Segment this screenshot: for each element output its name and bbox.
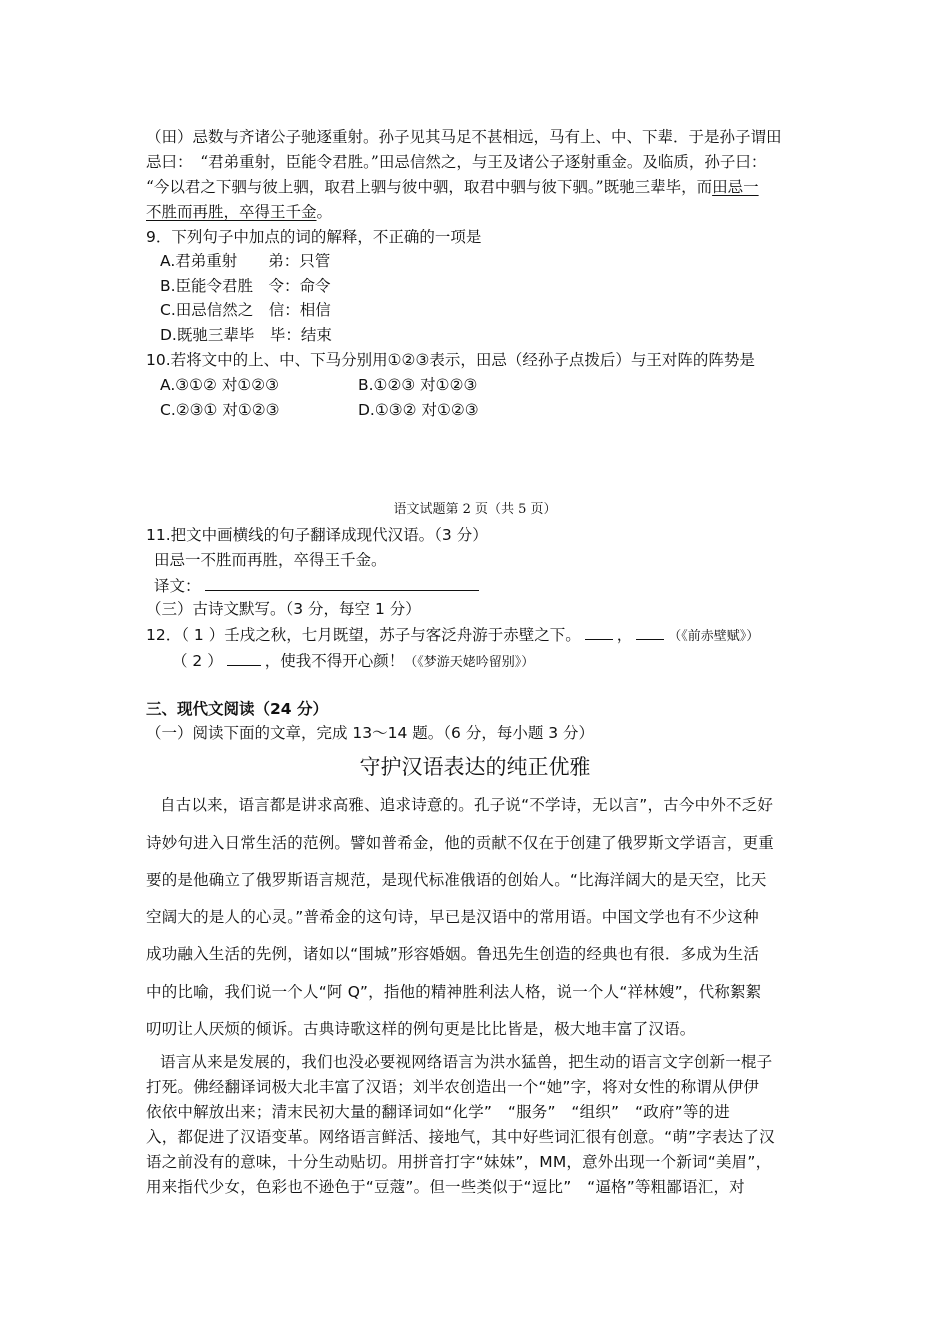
article-p2-line: 用来指代少女，色彩也不逊色于“豆蔻”。但一些类似于“逗比” “逼格”等粗鄙语汇，对 <box>146 1178 745 1196</box>
q12-1-text: 12．（ 1 ）壬戌之秋，七月既望，苏子与客泛舟游于赤壁之下。 <box>146 626 581 644</box>
q9-option-c: C.田忌信然之 信：相信 <box>160 301 331 319</box>
underlined-sentence-end: 不胜而再胜，卒得王千金 <box>146 203 317 221</box>
page-footer: 语文试题第 2 页（共 5 页） <box>393 502 557 517</box>
article-p1-line: 要的是他确立了俄罗斯语言规范，是现代标准俄语的创始人。“比海洋阔大的是天空，比天 <box>146 871 767 889</box>
article-p2-line: 语之前没有的意味，十分生动贴切。用拼音打字“妹妹”，MM，意外出现一个新词“美眉”， <box>146 1153 772 1171</box>
passage-line-4 <box>146 201 332 223</box>
passage-line-2: 忌曰： “君弟重射，臣能令君胜。”田忌信然之，与王及诸公子逐射重金。及临质，孙子曰： <box>146 153 767 171</box>
q12-1-sep: ， <box>616 626 633 644</box>
q12-blank-3[interactable] <box>227 649 261 666</box>
q12-2-source: （《梦游天姥吟留别》） <box>404 655 535 670</box>
q10-option-c: C.②③① 对①②③ <box>160 401 280 419</box>
q12-1-source: （《前赤壁赋》） <box>668 629 760 644</box>
part3-subheading: （一）阅读下面的文章，完成 13～14 题。（6 分，每小题 3 分） <box>146 724 595 742</box>
article-p2-line: 入，都促进了汉语变革。网络语言鲜活、接地气，其中好些词汇很有创意。“萌”字表达了汉 <box>146 1128 775 1146</box>
q9-option-d: D.既驰三辈毕 毕：结束 <box>160 326 332 344</box>
article-p1-line: 自古以来，语言都是讲求高雅、追求诗意的。孔子说“不学诗，无以言”，古今中外不乏好 <box>160 796 774 814</box>
q11-answer-line <box>154 574 483 597</box>
q11-answer-label: 译文： <box>154 577 201 595</box>
q11-answer-blank[interactable] <box>205 574 479 591</box>
q10-stem: 10.若将文中的上、中、下马分别用①②③表示，田忌（经孙子点拨后）与王对阵的阵势是 <box>146 351 755 369</box>
q12-line-2 <box>172 649 534 674</box>
passage-line-3-text: “今以君之下驷与彼上驷，取君上驷与彼中驷，取君中驷与彼下驷。”既驰三辈毕，而 <box>146 178 713 196</box>
article-p1-line: 空阔大的是人的心灵。”普希金的这句诗，早已是汉语中的常用语。中国文学也有不少这种 <box>146 908 759 926</box>
part3-heading: 三、现代文阅读（24 分） <box>146 700 328 718</box>
q9-stem: 9．下列句子中加点的词的解释，不正确的一项是 <box>146 228 482 246</box>
passage-line-3 <box>146 176 759 198</box>
q12-blank-1[interactable] <box>585 623 613 640</box>
q12-2-label: （ 2 ） <box>172 652 223 670</box>
q10-option-b: B.①②③ 对①②③ <box>358 376 478 394</box>
underlined-sentence-start: 田忌一 <box>712 178 759 196</box>
q10-option-a: A.③①② 对①②③ <box>160 376 280 394</box>
q11-sentence: 田忌一不胜而再胜，卒得王千金。 <box>154 551 387 569</box>
section-dictation-heading: （三）古诗文默写。（3 分，每空 1 分） <box>146 600 421 618</box>
article-title: 守护汉语表达的纯正优雅 <box>359 755 591 779</box>
passage-line-4-tail: 。 <box>316 203 333 221</box>
article-p2-line: 语言从来是发展的，我们也没必要视网络语言为洪水猛兽，把生动的语言文字创新一棍子 <box>160 1053 773 1071</box>
article-p2-line: 依依中解放出来；清末民初大量的翻译词如“化学” “服务” “组织” “政府”等的进 <box>146 1103 730 1121</box>
article-p1-line: 中的比喻，我们说一个人“阿 Q”，指他的精神胜利法人格，说一个人“祥林嫂”，代称絮絮 <box>146 983 762 1001</box>
q12-blank-2[interactable] <box>636 623 664 640</box>
q12-2-text: ，使我不得开心颜！ <box>264 652 405 670</box>
q12-line-1 <box>146 623 759 648</box>
article-p1-line: 诗妙句进入日常生活的范例。譬如普希金，他的贡献不仅在于创建了俄罗斯文学语言，更重 <box>146 834 775 852</box>
article-p1-line: 成功融入生活的先例，诸如以“围城”形容婚姻。鲁迅先生创造的经典也有很．多成为生活 <box>146 945 760 963</box>
article-p1-line: 叨叨让人厌烦的倾诉。古典诗歌这样的例句更是比比皆是，极大地丰富了汉语。 <box>146 1020 696 1038</box>
article-p2-line: 打死。佛经翻译词极大北丰富了汉语；刘半农创造出一个“她”字，将对女性的称谓从伊伊 <box>146 1078 760 1096</box>
q9-option-a: A.君弟重射 弟：只管 <box>160 252 331 270</box>
q10-option-d: D.①③② 对①②③ <box>358 401 479 419</box>
q9-option-b: B.臣能令君胜 令：命令 <box>160 277 331 295</box>
passage-line-1: （田）忌数与齐诸公子驰逐重射。孙子见其马足不甚相远，马有上、中、下辈．于是孙子谓田 <box>146 128 782 146</box>
q11-stem: 11.把文中画横线的句子翻译成现代汉语。（3 分） <box>146 526 488 544</box>
